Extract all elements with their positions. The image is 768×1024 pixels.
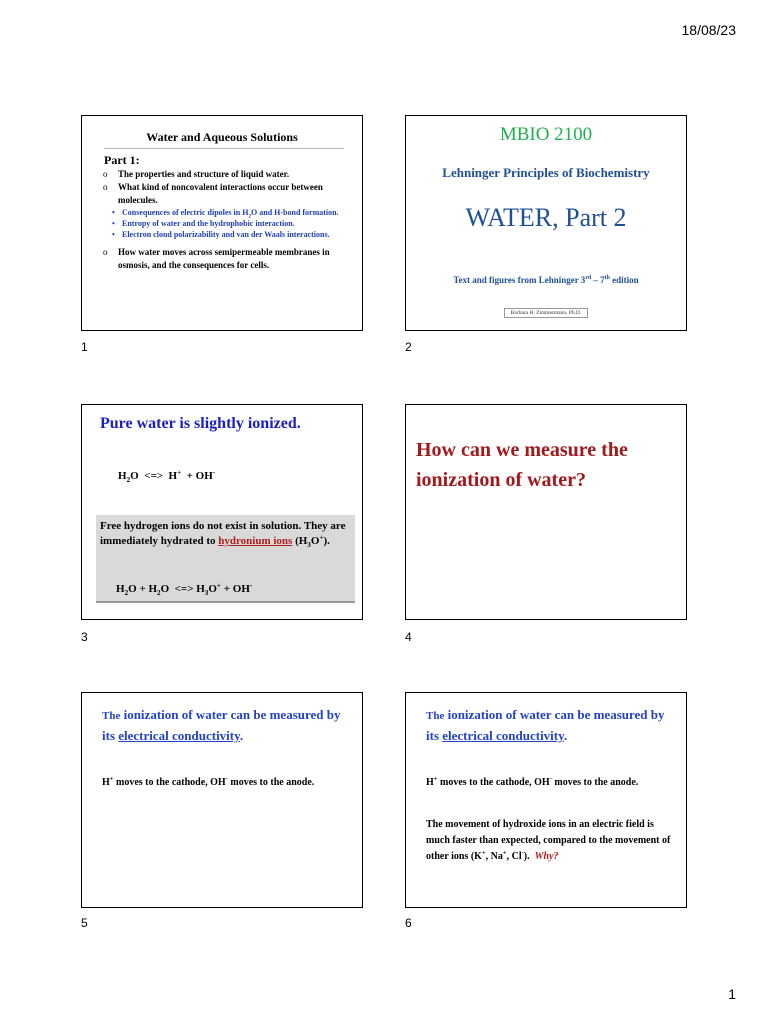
slide-6-title: The ionization of water can be measured by its electrical conductivity. — [426, 707, 665, 743]
course-code: MBIO 2100 — [499, 124, 593, 145]
equation-ionization: $H_2O$ <=> H+ + OH- — [118, 468, 216, 485]
slide-3[interactable] — [81, 404, 363, 620]
list-item: o The properties and structure of liquid water. — [103, 169, 290, 179]
slide-5-body: H+ moves to the cathode, OH- moves to the anode. — [102, 775, 315, 788]
slide-6[interactable] — [405, 692, 687, 908]
footer-page-number: 1 — [728, 986, 736, 1002]
slide-1-part: Part 1: — [104, 153, 140, 167]
list-item: o How water moves across semipermeable membranes in osmosis, and the consequences for cells. — [103, 247, 330, 270]
slide-1-title: Water and Aqueous Solutions — [146, 130, 298, 144]
slide-6-body-1: H+ moves to the cathode, OH- moves to the anode. — [426, 775, 639, 788]
slide-5-number: 5 — [81, 916, 88, 930]
book-title: Lehninger Principles of Biochemistry — [442, 165, 650, 180]
slide-2-title: WATER, Part 2 — [465, 203, 627, 232]
slide-4[interactable] — [405, 404, 687, 620]
slide-4-title: How can we measure the ionization of water? — [416, 439, 628, 491]
slide-1-number: 1 — [81, 340, 88, 354]
slide-6-number: 6 — [405, 916, 412, 930]
sub-list-item: • Entropy of water and the hydrophobic interaction. — [112, 219, 295, 228]
author: Barbara H. Zimmermann, Ph.D. — [406, 310, 686, 316]
list-item: o What kind of noncovalent interactions occur between molecules. — [103, 182, 323, 205]
slide-3-number: 3 — [81, 630, 88, 644]
divider — [104, 148, 344, 149]
slide-2[interactable] — [405, 115, 687, 331]
why-label: Why? — [534, 851, 559, 862]
hydronium-text: Free hydrogen ions do not exist in solution. They are immediately hydrated to hydronium ions $(H_3O^+)$. — [100, 520, 346, 550]
slide-5[interactable] — [81, 692, 363, 908]
hydronium-box — [96, 515, 355, 603]
slide-1[interactable] — [81, 115, 363, 331]
sub-list-item: • Consequences of electric dipoles in $H_2O$ and H-bond formation. — [112, 208, 339, 220]
credit-line: Text and figures from Lehninger 3rd – 7th edition — [453, 275, 639, 285]
slide-1-list — [92, 168, 354, 272]
slide-2-number: 2 — [405, 340, 412, 354]
header-date: 18/08/23 — [681, 22, 736, 38]
slide-6-body-2: The movement of hydroxide ions in an electric field is much faster than expected, compared to the movement of other ions (K+, Na+, Cl-). Why? — [426, 819, 671, 862]
sub-list-item: • Electron cloud polarizability and van der Waals interactions. — [112, 230, 330, 239]
slide-3-title: Pure water is slightly ionized. — [100, 415, 301, 432]
slide-5-title: The ionization of water can be measured by its electrical conductivity. — [102, 707, 341, 743]
slide-4-number: 4 — [405, 630, 412, 644]
hydronium-link[interactable]: hydronium ions — [218, 535, 293, 547]
equation-hydronium: $H_2O + H_2O$ <=> $H_3O^+ + OH^-$ — [116, 581, 253, 598]
